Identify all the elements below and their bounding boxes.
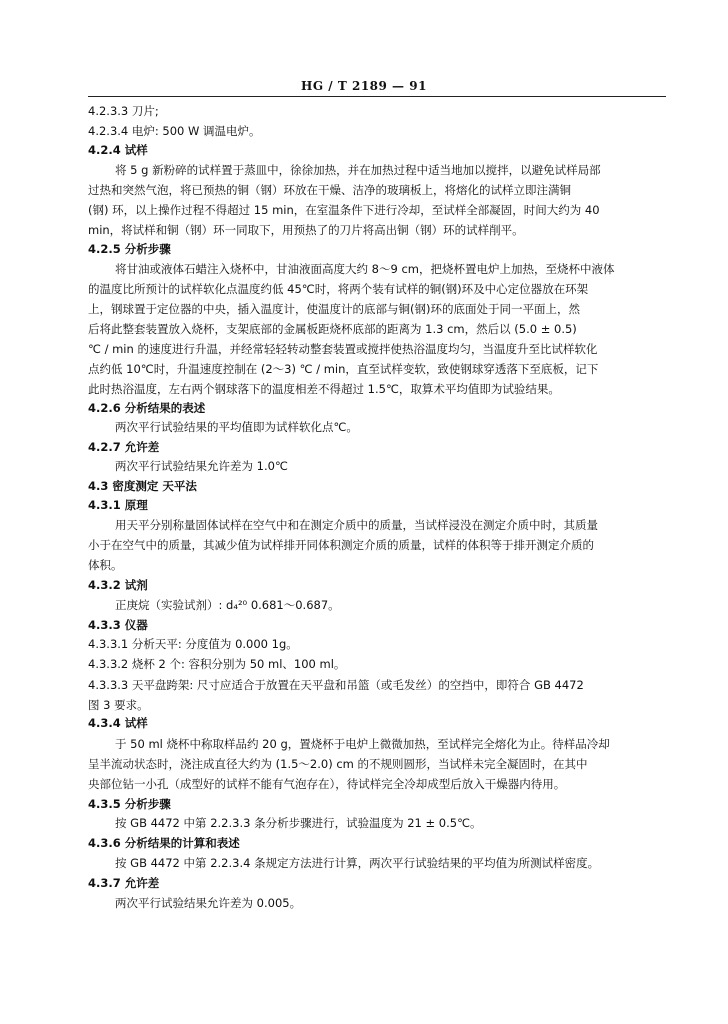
text-line: 4.3.3.1 分析天平: 分度值为 0.000 1g。 [88,637,298,651]
text-line: 呈半流动状态时，浇注成直径大约为 (1.5～2.0) cm 的不规则圆形，当试样未完全凝固时，在其中 [88,757,588,771]
text-line: 体积。 [88,558,123,572]
header-rule [88,96,666,97]
section-heading: 4.3.7 允许差 [88,876,160,890]
text-line: 两次平行试验结果允许差为 0.005。 [115,896,302,910]
section-heading: 4.3.4 试样 [88,716,148,730]
text-line: 将甘油或液体石蜡注入烧杯中，甘油液面高度大约 8～9 cm，把烧杯置电炉上加热，至烧杯中液体 [115,262,615,276]
section-heading: 4.2.7 允许差 [88,440,160,454]
text-line: 两次平行试验结果允许差为 1.0℃ [115,459,288,473]
section-heading: 4.2.6 分析结果的表述 [88,401,206,415]
text-line: 4.2.3.4 电炉: 500 W 调温电炉。 [88,124,261,138]
text-line: ℃ / min 的速度进行升温，并经常轻轻转动整套装置或搅拌使热浴温度均匀，当温度升至比试样软化 [88,342,598,356]
text-line: 后将此整套装置放入烧杯，支架底部的金属板距烧杯底部的距离为 1.3 cm，然后以 (5.0 ± 0.5) [88,322,577,336]
text-line: 用天平分别称量固体试样在空气中和在测定介质中的质量，当试样浸没在测定介质中时，其质量 [115,518,598,532]
text-line: 4.2.3.3 刀片; [88,104,159,118]
section-heading: 4.3.6 分析结果的计算和表述 [88,836,240,850]
page-header: HG / T 2189 — 91 [301,79,427,93]
text-line: 按 GB 4472 中第 2.2.3.3 条分析步骤进行，试验温度为 21 ± 0.5℃。 [115,816,482,830]
text-line: 图 3 要求。 [88,698,149,712]
text-line: min，将试样和铜（钢）环一同取下，用预热了的刀片将高出铜（钢）环的试样削平。 [88,223,524,237]
text-line: 4.3.3.3 天平盘跨架: 尺寸应适合于放置在天平盘和吊篮（或毛发丝）的空挡中，即符合 GB 4472 [88,678,584,692]
section-heading: 4.3.2 试剂 [88,578,148,592]
section-heading: 4.3 密度测定 天平法 [88,479,197,493]
text-line: 按 GB 4472 中第 2.2.3.4 条规定方法进行计算，两次平行试验结果的平均值为所测试样密度。 [115,856,600,870]
text-line: 两次平行试验结果的平均值即为试样软化点℃。 [115,420,358,434]
section-heading: 4.2.4 试样 [88,143,148,157]
text-line: 将 5 g 新粉碎的试样置于蒸皿中，徐徐加热，并在加热过程中适当地加以搅拌，以避免试样局部 [115,163,601,177]
section-heading: 4.3.1 原理 [88,498,148,512]
text-line: 此时热浴温度，左右两个钢球落下的温度相差不得超过 1.5℃，取算术平均值即为试验结果。 [88,382,560,396]
section-heading: 4.3.5 分析步骤 [88,797,171,811]
text-line: 正庚烷（实验试剂）: d₄²⁰ 0.681～0.687。 [115,598,340,612]
text-line: (钢) 环，以上操作过程不得超过 15 min，在室温条件下进行冷却，至试样全部凝固，时间大约为 40 [88,203,600,217]
text-line: 上，钢球置于定位器的中央，插入温度计，使温度计的底部与铜(钢)环的底面处于同一平面上，然 [88,302,580,316]
text-line: 点约低 10℃时，升温速度控制在 (2～3) ℃ / min，直至试样变软，致使钢球穿透落下至底板，记下 [88,362,599,376]
section-heading: 4.2.5 分析步骤 [88,242,171,256]
section-heading: 4.3.3 仪器 [88,618,148,632]
text-line: 过热和突然气泡，将已预热的铜（钢）环放在干燥、洁净的玻璃板上，将熔化的试样立即注满铜 [88,183,571,197]
text-line: 央部位钻一小孔（成型好的试样不能有气泡存在），待试样完全冷却成型后放入干燥器内待用。 [88,777,566,791]
text-line: 于 50 ml 烧杯中称取样品约 20 g，置烧杯于电炉上微微加热，至试样完全熔化为止。待样品冷却 [115,737,610,751]
text-line: 的温度比所预计的试样软化点温度约低 45℃时，将两个装有试样的铜(钢)环及中心定位器放在环架 [88,282,589,296]
text-line: 小于在空气中的质量，其减少值为试样排开同体积测定介质的质量，试样的体积等于排开测定介质的 [88,538,594,552]
text-line: 4.3.3.2 烧杯 2 个: 容积分别为 50 ml、100 ml。 [88,657,346,671]
